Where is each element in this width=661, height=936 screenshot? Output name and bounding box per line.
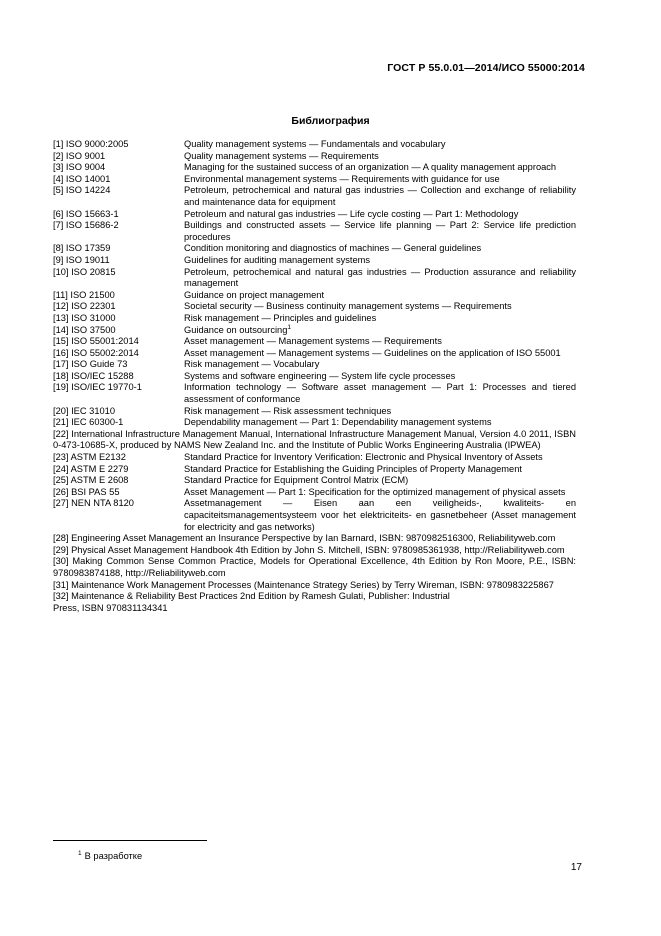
entry-reference: [1] ISO 9000:2005 <box>53 139 129 149</box>
entry-title <box>184 313 576 325</box>
entry-title <box>184 301 576 313</box>
entry-title-text: Risk management — Principles and guidelines <box>184 312 377 323</box>
entry-title-text: Environmental management systems — Requirements with guidance for use <box>184 173 500 184</box>
bibliography-entry <box>53 162 576 174</box>
entry-title <box>184 174 576 186</box>
entry-reference: [18] ISO/IEC 15288 <box>53 370 134 381</box>
entry-reference: [19] ISO/IEC 19770-1 <box>53 382 142 393</box>
entry-title-text: Buildings and constructed assets — Service life planning — Part 2: Service life prediction procedures <box>184 220 576 242</box>
bibliography-entry <box>53 267 576 290</box>
entry-reference: [27] NEN NTA 8120 <box>53 498 134 509</box>
entry-title-text: Condition monitoring and diagnostics of machines — General guidelines <box>184 243 482 254</box>
entry-title <box>184 359 576 371</box>
entry-reference: [21] IEC 60300-1 <box>53 417 124 428</box>
bibliography-entry <box>53 452 576 464</box>
entry-title <box>184 185 576 208</box>
entry-title <box>184 151 576 163</box>
footnote-mark: 1 <box>78 850 82 857</box>
entry-title <box>184 209 576 221</box>
entry-title <box>184 325 576 337</box>
entry-32-line-1: [32] Maintenance & Reliability Best Practices 2nd Edition by Ramesh Gulati, Publisher: Industrial <box>53 591 450 602</box>
entry-title <box>184 255 576 267</box>
entry-reference: [11] ISO 21500 <box>53 289 115 300</box>
entry-title-text: Dependability management — Part 1: Dependability management systems <box>184 417 492 428</box>
standard-header: ГОСТ Р 55.0.01—2014/ИСО 55000:2014 <box>387 62 585 74</box>
entry-title-text: Quality management systems — Fundamentals and vocabulary <box>184 139 446 149</box>
bibliography-entry: [29] Physical Asset Management Handbook 4th Edition by John S. Mitchell, ISBN: 9780985361938, http://Reliabilityweb.com <box>53 544 565 555</box>
entry-reference: [17] ISO Guide 73 <box>53 359 128 370</box>
bibliography-entry <box>53 243 576 255</box>
entry-reference: [7] ISO 15686-2 <box>53 220 119 231</box>
entry-reference: [24] ASTM E 2279 <box>53 463 129 474</box>
entry-reference: [9] ISO 19011 <box>53 254 110 265</box>
entry-reference: [5] ISO 14224 <box>53 185 111 196</box>
bibliography-entry <box>53 487 576 499</box>
entry-reference: [15] ISO 55001:2014 <box>53 336 139 347</box>
bibliography-entry <box>53 359 576 371</box>
entry-title <box>184 267 576 290</box>
entry-title <box>184 243 576 255</box>
entry-reference: [23] ASTM E2132 <box>53 452 126 463</box>
entry-reference: [13] ISO 31000 <box>53 312 116 323</box>
entry-title-text: Societal security — Business continuity management systems — Requirements <box>184 301 512 312</box>
bibliography-entry: [28] Engineering Asset Management an Insurance Perspective by Ian Barnard, ISBN: 9870982516300, Reliabilityweb.com <box>53 533 556 544</box>
entry-title-text: Guidance on outsourcing <box>184 324 288 335</box>
bibliography-group-b <box>53 452 576 533</box>
entry-title-text: Assetmanagement — Eisen aan een veiligheids-, kwaliteits- en capaciteitsmanagementsysteem voor het elektriciteits- en gasnetbeheer (Asset management for electricity and gas networks) <box>184 498 576 532</box>
page-number: 17 <box>570 862 582 873</box>
entry-title-text: Guidelines for auditing management systems <box>184 254 371 265</box>
entry-reference: [12] ISO 22301 <box>53 301 116 312</box>
entry-title-text: Standard Practice for Establishing the Guiding Principles of Property Management <box>184 463 522 474</box>
entry-reference: [3] ISO 9004 <box>53 162 106 173</box>
bibliography-entry <box>53 209 576 221</box>
footnote-text: В разработке <box>84 851 143 861</box>
bibliography-group-full <box>53 533 576 591</box>
bibliography-entry-32 <box>53 591 576 614</box>
entry-reference: [2] ISO 9001 <box>53 150 106 161</box>
entry-reference: [16] ISO 55002:2014 <box>53 347 139 358</box>
entry-title-text: Risk management — Risk assessment techniques <box>184 405 392 416</box>
entry-title <box>184 464 576 476</box>
footnote-divider <box>53 840 207 841</box>
entry-title-text: Guidance on project management <box>184 289 325 300</box>
entry-reference: [8] ISO 17359 <box>53 243 111 254</box>
entry-reference: [25] ASTM E 2608 <box>53 475 129 486</box>
entry-title-text: Petroleum, petrochemical and natural gas industries — Collection and exchange of reliability and maintenance data for equipment <box>184 185 576 207</box>
entry-title <box>184 417 576 429</box>
entry-title-text: Standard Practice for Inventory Verification: Electronic and Physical Inventory of Assets <box>184 452 543 463</box>
bibliography-entry <box>53 464 576 476</box>
entry-title-text: Asset management — Management systems — Requirements <box>184 336 442 347</box>
bibliography-entry <box>53 185 576 208</box>
entry-reference: [26] BSI PAS 55 <box>53 486 120 497</box>
bibliography-list <box>53 139 576 614</box>
bibliography-entry <box>53 325 576 337</box>
footnote <box>78 850 142 861</box>
bibliography-entry <box>53 139 576 151</box>
entry-title <box>184 336 576 348</box>
entry-title <box>184 452 576 464</box>
entry-title <box>184 406 576 418</box>
entry-title <box>184 139 576 151</box>
bibliography-entry <box>53 348 576 360</box>
bibliography-entry: [30] Making Common Sense Common Practice, Models for Operational Excellence, 4th Edition by Ron Moore, P.E., ISBN: 9780983874188, http://Reliabilityweb.com <box>53 556 576 578</box>
entry-title <box>184 162 576 174</box>
bibliography-entry <box>53 151 576 163</box>
entry-title <box>184 475 576 487</box>
bibliography-entry <box>53 406 576 418</box>
bibliography-entry <box>53 371 576 383</box>
entry-title <box>184 290 576 302</box>
bibliography-entry <box>53 336 576 348</box>
entry-reference: [4] ISO 14001 <box>53 173 111 184</box>
entry-title <box>184 371 576 383</box>
entry-reference: [14] ISO 37500 <box>53 324 116 335</box>
bibliography-entry <box>53 475 576 487</box>
footnote-reference: 1 <box>287 323 291 331</box>
bibliography-entry-22: [22] International Infrastructure Management Manual, International Infrastructure Management Manual, Version 4.0 2011, ISBN 0-473-10685-X, produced by NAMS New Zealand Inc. and the Institute of Public Works Engineering Australia (IPWEA) <box>53 428 576 451</box>
bibliography-entry <box>53 313 576 325</box>
entry-title-text: Risk management — Vocabulary <box>184 359 320 370</box>
bibliography-entry <box>53 382 576 405</box>
entry-title-text: Petroleum, petrochemical and natural gas industries — Production assurance and reliability management <box>184 266 576 289</box>
entry-title-text: Systems and software engineering — System life cycle processes <box>184 370 456 381</box>
bibliography-entry <box>53 301 576 313</box>
entry-32-line-2: Press, ISBN 970831134341 <box>53 602 168 613</box>
bibliography-entry <box>53 498 576 533</box>
entry-title <box>184 348 576 360</box>
entry-reference: [6] ISO 15663-1 <box>53 208 119 219</box>
bibliography-entry <box>53 255 576 267</box>
entry-title-text: Quality management systems — Requirements <box>184 150 379 161</box>
bibliography-entry <box>53 174 576 186</box>
bibliography-entry: [31] Maintenance Work Management Processes (Maintenance Strategy Series) by Terry Wireman, ISBN: 9780983225867 <box>53 579 554 590</box>
entry-title <box>184 487 576 499</box>
bibliography-entry <box>53 417 576 429</box>
entry-title-text: Asset management — Management systems — Guidelines on the application of ISO 55001 <box>184 347 561 358</box>
entry-title-text: Petroleum and natural gas industries — Life cycle costing — Part 1: Methodology <box>184 208 519 219</box>
entry-title-text: Asset Management — Part 1: Specification for the optimized management of physical assets <box>184 486 566 497</box>
entry-reference: [20] IEC 31010 <box>53 405 116 416</box>
bibliography-group-a <box>53 139 576 429</box>
entry-title <box>184 498 576 533</box>
entry-title-text: Information technology — Software asset management — Part 1: Processes and tiered assessment of conformance <box>184 382 576 405</box>
entry-title <box>184 382 576 405</box>
entry-title-text: Standard Practice for Equipment Control Matrix (ECM) <box>184 475 409 486</box>
entry-title <box>184 220 576 243</box>
bibliography-entry <box>53 290 576 302</box>
page-title: Библиография <box>291 115 370 127</box>
entry-reference: [10] ISO 20815 <box>53 266 116 277</box>
entry-title-text: Managing for the sustained success of an organization — A quality management approach <box>184 162 557 173</box>
bibliography-entry <box>53 220 576 243</box>
